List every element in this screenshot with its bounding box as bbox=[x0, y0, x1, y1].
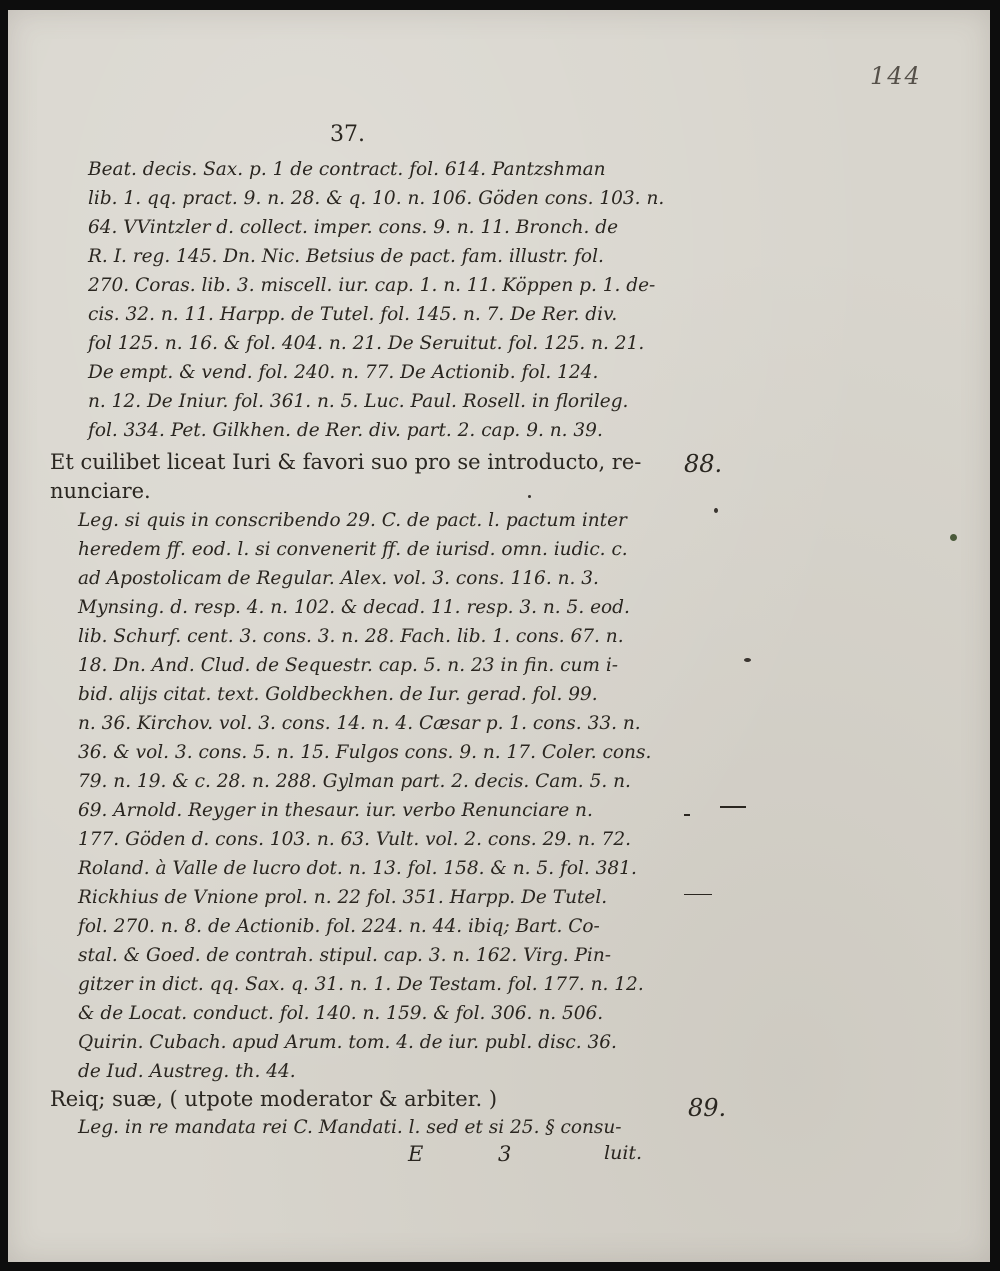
citation-line: Leg. si quis in conscribendo 29. C. de pact. l. pactum inter bbox=[78, 510, 627, 531]
citation-line: de Iud. Austreg. th. 44. bbox=[78, 1061, 296, 1082]
page-number: 37. bbox=[330, 122, 365, 147]
main-text-line: nunciare. bbox=[50, 479, 151, 503]
citation-line: Quirin. Cubach. apud Arum. tom. 4. de iur. publ. disc. 36. bbox=[78, 1032, 617, 1053]
signature-mark: E 3 bbox=[408, 1142, 546, 1166]
citation-line: 36. & vol. 3. cons. 5. n. 15. Fulgos cons. 9. n. 17. Coler. cons. bbox=[78, 742, 652, 763]
citation-line: 64. VVintzler d. collect. imper. cons. 9. n. 11. Bronch. de bbox=[88, 217, 619, 238]
catchword: luit. bbox=[604, 1142, 643, 1164]
citation-line: Rickhius de Vnione prol. n. 22 fol. 351. Harpp. De Tutel. bbox=[78, 887, 608, 908]
margin-dash bbox=[720, 806, 746, 808]
citation-line: stal. & Goed. de contrah. stipul. cap. 3. n. 162. Virg. Pin- bbox=[78, 945, 612, 966]
margin-number: 88. bbox=[684, 450, 723, 478]
citation-line: heredem ff. eod. l. si convenerit ff. de iurisd. omn. iudic. c. bbox=[78, 539, 628, 560]
citation-line: 79. n. 19. & c. 28. n. 288. Gylman part. 2. decis. Cam. 5. n. bbox=[78, 771, 631, 792]
ink-speck bbox=[744, 658, 751, 662]
ink-speck bbox=[528, 495, 531, 498]
main-text-line: Reiq; suæ, ( utpote moderator & arbiter. ) bbox=[50, 1087, 498, 1111]
citation-line: gitzer in dict. qq. Sax. q. 31. n. 1. De Testam. fol. 177. n. 12. bbox=[78, 974, 644, 995]
folio-number: 144 bbox=[870, 62, 922, 90]
margin-dash bbox=[684, 814, 690, 816]
citation-line: 18. Dn. And. Clud. de Sequestr. cap. 5. n. 23 in fin. cum i- bbox=[78, 655, 618, 676]
citation-line: bid. alijs citat. text. Goldbeckhen. de Iur. gerad. fol. 99. bbox=[78, 684, 598, 705]
citation-line: Beat. decis. Sax. p. 1 de contract. fol. 614. Pantzshman bbox=[88, 159, 606, 180]
citation-line: Roland. à Valle de lucro dot. n. 13. fol. 158. & n. 5. fol. 381. bbox=[78, 858, 637, 879]
citation-line: fol. 270. n. 8. de Actionib. fol. 224. n. 44. ibiq; Bart. Co- bbox=[78, 916, 600, 937]
citation-line: lib. Schurf. cent. 3. cons. 3. n. 28. Fach. lib. 1. cons. 67. n. bbox=[78, 626, 624, 647]
citation-line: 270. Coras. lib. 3. miscell. iur. cap. 1. n. 11. Köppen p. 1. de- bbox=[88, 275, 656, 296]
citation-line: fol 125. n. 16. & fol. 404. n. 21. De Seruitut. fol. 125. n. 21. bbox=[88, 333, 645, 354]
citation-line: 177. Göden d. cons. 103. n. 63. Vult. vol. 2. cons. 29. n. 72. bbox=[78, 829, 631, 850]
citation-line: R. I. reg. 145. Dn. Nic. Betsius de pact. fam. illustr. fol. bbox=[88, 246, 604, 267]
main-text-line: Et cuilibet liceat Iuri & favori suo pro se introducto, re- bbox=[50, 450, 642, 474]
ink-speck bbox=[950, 534, 957, 541]
citation-line: Leg. in re mandata rei C. Mandati. l. sed et si 25. § consu- bbox=[78, 1117, 622, 1138]
citation-line: Mynsing. d. resp. 4. n. 102. & decad. 11. resp. 3. n. 5. eod. bbox=[78, 597, 630, 618]
citation-line: De empt. & vend. fol. 240. n. 77. De Actionib. fol. 124. bbox=[88, 362, 599, 383]
citation-line: & de Locat. conduct. fol. 140. n. 159. & fol. 306. n. 506. bbox=[78, 1003, 604, 1024]
citation-line: lib. 1. qq. pract. 9. n. 28. & q. 10. n. 106. Göden cons. 103. n. bbox=[88, 188, 665, 209]
citation-line: 69. Arnold. Reyger in thesaur. iur. verbo Renunciare n. bbox=[78, 800, 593, 821]
citation-line: cis. 32. n. 11. Harpp. de Tutel. fol. 145. n. 7. De Rer. div. bbox=[88, 304, 618, 325]
citation-line: fol. 334. Pet. Gilkhen. de Rer. div. part. 2. cap. 9. n. 39. bbox=[88, 420, 603, 441]
margin-dash bbox=[684, 894, 712, 895]
ink-speck bbox=[714, 508, 718, 513]
book-page bbox=[8, 10, 990, 1262]
margin-number: 89. bbox=[688, 1094, 727, 1122]
citation-line: ad Apostolicam de Regular. Alex. vol. 3. cons. 116. n. 3. bbox=[78, 568, 599, 589]
citation-line: n. 12. De Iniur. fol. 361. n. 5. Luc. Paul. Rosell. in florileg. bbox=[88, 391, 629, 412]
citation-line: n. 36. Kirchov. vol. 3. cons. 14. n. 4. Cæsar p. 1. cons. 33. n. bbox=[78, 713, 641, 734]
